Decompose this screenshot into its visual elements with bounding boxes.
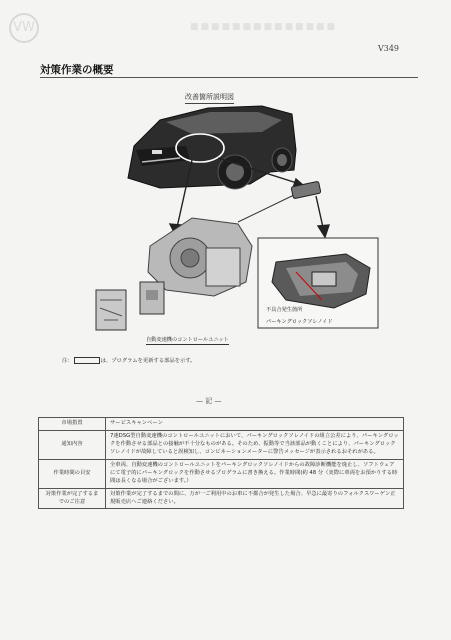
- vw-logo-watermark: VW: [9, 13, 39, 43]
- diagram-title: 改善箇所説明図: [185, 92, 234, 104]
- table-row-header: 通知内容: [39, 430, 106, 459]
- solenoid-detail-box: [258, 238, 378, 328]
- ki-mark: — 記 —: [196, 397, 222, 405]
- legend-text: は、プログラムを更新する部品を示す。: [100, 358, 196, 364]
- legend-box: [74, 357, 100, 364]
- table-row-header: 対策作業が完了するまでのご注意: [39, 488, 106, 509]
- ecu-caption: 自動変速機のコントロールユニット: [146, 337, 229, 343]
- table-row-header: 市場措置: [39, 418, 106, 431]
- document-reference: V349: [377, 44, 399, 53]
- table-row-value: 7速DSG型自動変速機のコントロールユニットにおいて、パーキングロックソレノイドの組立公差により、パーキングロックを作動させる部品との接触が不十分なものがある。そのため、振動等で当該部品が動くことにより、パーキングロックソレノイドが故障していると誤検知し、コンビネーションメーターに警告メッセージが表示されるおそれがある。: [106, 430, 404, 459]
- faint-header-watermark: ■■■■■■■■■■■■■■: [190, 22, 338, 32]
- section-title: 対策作業の概要: [40, 64, 114, 76]
- legend-prefix: 注：: [62, 358, 73, 364]
- ecu-illustration: [96, 282, 164, 330]
- table-row-value: サービスキャンペーン: [106, 418, 404, 431]
- campaign-info-table: [38, 417, 404, 509]
- table-row-value: 全車両、自動変速機のコントロールユニットをパーキングロックソレノイドからの故障診断機能を廃止し、ソフトウェアにて電子的にパーキングロックを作動させるプログラムに書き換える。作業時間(約 48 分（実際に車両をお預かりする時間は長くなる場合がございます。）: [106, 459, 404, 488]
- table-row: [39, 459, 404, 488]
- table-row-header: 作業時間の目安: [39, 459, 106, 488]
- solenoid-label: パーキングロックソレノイド: [266, 319, 333, 325]
- legend-note: [62, 356, 195, 364]
- table-row-value: 対策作業が完了するまでの間に、万が一ご利用中のお車に不都合が発生した場合、早急に最寄りのフォルクスワーゲン正規販売店へご連絡ください。: [106, 488, 404, 509]
- car-illustration: [128, 106, 296, 189]
- defect-location-label: 不具合発生箇所: [266, 307, 303, 313]
- table-row: [39, 418, 404, 431]
- table-row: [39, 430, 404, 459]
- table-row: [39, 488, 404, 509]
